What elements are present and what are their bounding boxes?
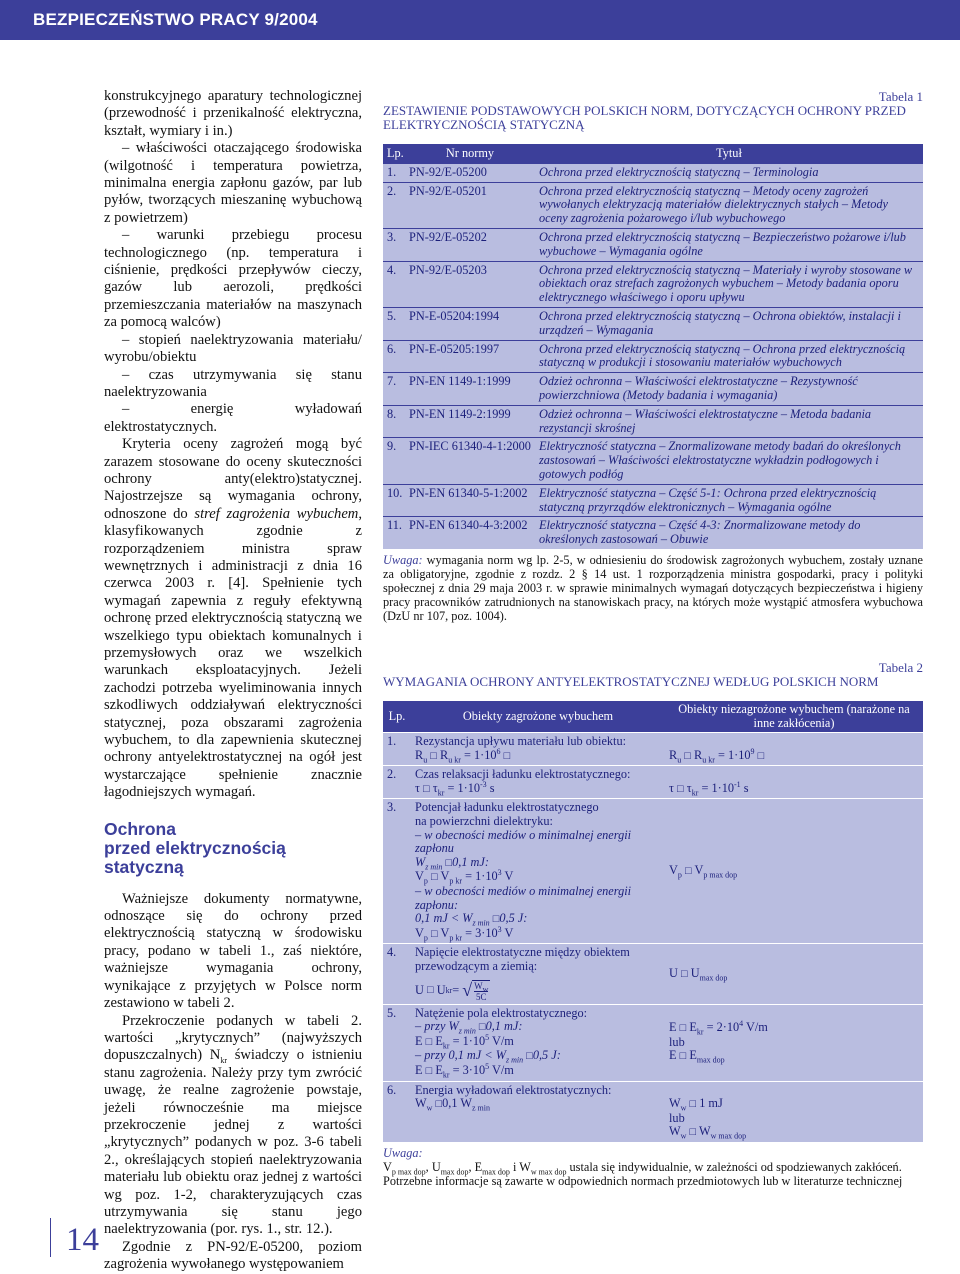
cell-nr: PN-EN 61340-4-3:2002: [405, 517, 535, 549]
paragraph: – właściwości otaczającego środowiska (wilgotność i temperatura powietrza, minimalna energia zapłonu gazów, par lub pyłów, tworzących mieszaninę wybuchową z powietrzem): [104, 140, 362, 226]
table-row: [383, 484, 923, 517]
table2-number: Tabela 2: [878, 659, 923, 675]
requirements-table: [383, 701, 923, 1142]
cell-title: Ochrona przed elektrycznością statyczną – Metody oceny zagrożeń wywołanych elektryzacją materiałów dielektrycznych stałych – Metody oceny zagrożenia pożarowego i/lub wybuchowego: [535, 182, 923, 228]
table1-number: Tabela 1: [878, 89, 923, 104]
tables-column: [383, 90, 923, 1188]
table-row: [383, 163, 923, 182]
cell-title: Elektryczność statyczna – Część 4-3: Znormalizowane metody do określonych zastosowań – Obuwie: [535, 517, 923, 549]
cell-nr: PN-EN 1149-2:1999: [405, 405, 535, 438]
table-row: 1. Rezystancja upływu materiału lub obiektu: $R_u$ □ $R_{u kr} = 1\cdot 10^6$ □ $R_u$ □ $R_{u kr} = 1\cdot 10^9$ □: [383, 733, 923, 766]
table-row: 2. Czas relaksacji ładunku elektrostatycznego: τ □ $\tau_{kr} = 1\cdot 10^{-3}$ s τ □ $\tau_{kr} = 1\cdot 10^{-1}$ s: [383, 766, 923, 799]
table-row: [383, 405, 923, 438]
table-row: 5. Natężenie pola elektrostatycznego: – przy $W_{z min}$ □0,1 mJ: E □ $E_{kr} = 1\cdot 10^5$ V/m – przy 0,1 mJ < $W_{z min}$ □0,5 J: E □ $E_{kr} = 3\cdot 10^5$ V/m E □ $E_{kr} = 2\cdot 10^4$ V/m lub E □ $E_{max dop}$: [383, 1004, 923, 1081]
table1-title: ZESTAWIENIE PODSTAWOWYCH POLSKICH NORM, DOTYCZĄCYCH OCHRONY PRZED ELEKTRYCZNOŚCIĄ STATYCZNĄ: [383, 103, 906, 132]
cell-title: Ochrona przed elektrycznością statyczną – Bezpieczeństwo pożarowe i/lub wybuchowe – Wymagania ogólne: [535, 228, 923, 261]
cell-title: Ochrona przed elektrycznością statyczną – Materiały i wyroby stosowane w obiektach oraz strefach zagrożonych wybuchem – Metody badania oporu elektrycznego właściwego i oporu upływu: [535, 261, 923, 307]
cell-nr: PN-92/E-05203: [405, 261, 535, 307]
table-row: [383, 517, 923, 549]
cell-no: 3.: [383, 228, 405, 261]
cell-title: Ochrona przed elektrycznością statyczną – Terminologia: [535, 163, 923, 182]
table-row: 6. Energia wyładowań elektrostatycznych: $W_w$ □0,1 $W_{z min}$ $W_w$ □ 1 mJ lub $W_w$ □ $W_{w max dop}$: [383, 1081, 923, 1142]
page-header: [0, 0, 960, 40]
paragraph: Kryteria oceny zagrożeń mogą być zarazem stosowane do oceny skuteczności ochrony anty(elektro)statycznej. Najostrzejsze są wymagania ochrony, odnoszone do stref zagrożenia wybuchem, klasyfikowanych zgodnie z rozporządzeniem ministra spraw wewnętrznych i administracji z dnia 16 czerwca 2003 r. [4]. Spełnienie tych wymagań zapewnia z reguły efektywną ochronę przed elektrycznością statyczną we wszelkiego typu obiektach komunalnych i przemysłowych oraz we wszelkich warunkach eksploatacyjnych. Jeżeli zachodzi potrzeba wyeliminowania innych szkodliwych oddziaływań elektryczności statycznej, poza obszarami zagrożenia wybuchem, to dla zapewnienia skutecznej ochrony antyelektrostatycznej na ogół jest wystarczające spełnienie znacznie łagodniejszych wymagań.: [104, 436, 362, 801]
article-left-column: [104, 88, 362, 1274]
table-header-row: Lp. Obiekty zagrożone wybuchem Obiekty niezagrożone wybuchem (narażone na inne zakłócenia): [383, 701, 923, 733]
cell-no: 11.: [383, 517, 405, 549]
cell-no: 10.: [383, 484, 405, 517]
paragraph: konstrukcyjnego aparatury technologicznej (przewodność i przenikalność elektryczna, kształt, wymiary i in.): [104, 88, 362, 139]
cell-nr: PN-92/E-05200: [405, 163, 535, 182]
cell-title: Ochrona przed elektrycznością statyczną – Ochrona przed elektrycznością statyczną w produkcji i stosowaniu materiałów wybuchowych: [535, 340, 923, 373]
cell-title: Elektryczność statyczna – Znormalizowane metody badań do określonych zastosowań – Właściwości elektrostatyczne wykładzin podłogowych i gotowych podłóg: [535, 438, 923, 484]
table-row: [383, 228, 923, 261]
table-header-row: Lp. Nr normy Tytuł: [383, 145, 923, 164]
table-row: [383, 307, 923, 340]
table1-note: Uwaga: wymagania norm wg lp. 2-5, w odniesieniu do środowisk zagrożonych wybuchem, zostały uznane za obligatoryjne, zgodnie z rozdz. 2 § 14 ust. 1 rozporządzenia ministra gospodarki, pracy i polityki społecznej z dnia 29 maja 2003 r. w sprawie minimalnych wymagań dotyczących bezpieczeństwa i higieny pracy pracowników zatrudnionych na stanowiskach pracy, na których może wystąpić atmosfera wybuchowa (DzU nr 107, poz. 1004).: [383, 552, 923, 623]
norms-table: [383, 144, 923, 549]
cell-nr: PN-E-05205:1997: [405, 340, 535, 373]
paragraph: – stopień naelektryzowania materiału/ wyrobu/obiektu: [104, 331, 362, 366]
cell-no: 8.: [383, 405, 405, 438]
cell-no: 2.: [383, 182, 405, 228]
table-row: 3. Potencjał ładunku elektrostatycznego na powierzchni dielektryku: – w obecności mediów o minimalnej energii zapłonu $W_{z min}$ □0,1 mJ: $V_p$ □ $V_{p kr} = 1\cdot 10^3$ V – w obecności mediów o minimalnej energii zapłonu: 0,1 mJ < $W_{z min}$ □0,5 J: $V_p$ □ $V_{p kr} = 3\cdot 10^3$ V $V_p$ □ $V_{p max dop}$: [383, 799, 923, 944]
cell-no: 4.: [383, 261, 405, 307]
cell-nr: PN-IEC 61340-4-1:2000: [405, 438, 535, 484]
table-row: [383, 438, 923, 484]
cell-title: Odzież ochronna – Właściwości elektrostatyczne – Metoda badania rezystancji skrośnej: [535, 405, 923, 438]
journal-title: BEZPIECZEŃSTWO PRACY 9/2004: [33, 10, 318, 29]
paragraph: – warunki przebiegu procesu technologicznego (np. temperatura i ciśnienie, prędkości przepływów cieczy, gazów lub aerozoli, prędkości przemieszczania materiałów na maszynach za pomocą walców): [104, 227, 362, 331]
cell-no: 9.: [383, 438, 405, 484]
table-row: [383, 261, 923, 307]
table-row: [383, 373, 923, 406]
table2-note: Uwaga: $V_{p max dop}$, $U_{max dop}$, $E_{max dop}$ i $W_{w max dop}$ ustala się indywidualnie, w zależności od spodziewanych zakłóceń. Potrzebne informacje są zawarte w odpowiednich normach przedmiotowych lub w literaturze technicznej: [383, 1145, 903, 1188]
cell-no: 5.: [383, 307, 405, 340]
cell-nr: PN-92/E-05201: [405, 182, 535, 228]
cell-title: Ochrona przed elektrycznością statyczną – Ochrona obiektów, instalacji i urządzeń – Wymagania: [535, 307, 923, 340]
cell-no: 1.: [383, 163, 405, 182]
cell-nr: PN-92/E-05202: [405, 228, 535, 261]
cell-nr: PN-EN 1149-1:1999: [405, 373, 535, 406]
page-number: 14: [66, 1222, 99, 1258]
section-heading: Ochrona przed elektrycznością statyczną: [104, 818, 286, 877]
cell-no: 6.: [383, 340, 405, 373]
cell-nr: PN-EN 61340-5-1:2002: [405, 484, 535, 517]
table-row: 4. Napięcie elektrostatyczne między obiektem przewodzącym a ziemią: U □ U kr = √ $W_w$ 5C U □ $U_{max dop}$: [383, 944, 923, 1004]
paragraph: Przekroczenie podanych w tabeli 2. wartości „krytycznych” (najwyższych dopuszczalnych) $N_{kr}$ świadczy o istnieniu stanu zagrożenia. Należy przy tym zwrócić uwagę, że realne zagrożenie powstaje, jeżeli równocześnie ma miejsce przekroczenie jednej z wartości „krytycznych” podanych w poz. 3-6 tabeli 2., określających stopień naelektryzowania materiału lub obiektu oraz jednej z wartości wg poz. 1-2, charakteryzujących czas utrzymywania się stanu jego naelektryzowania (por. rys. 1., str. 12.).: [104, 1012, 363, 1238]
table-row: [383, 182, 923, 228]
paragraph: – energię wyładowań elektrostatycznych.: [104, 401, 362, 435]
cell-nr: PN-E-05204:1994: [405, 307, 535, 340]
paragraph: Zgodnie z PN-92/E-05200, poziom zagrożenia wywołanego występowaniem: [104, 1238, 362, 1273]
paragraph: – czas utrzymywania się stanu naelektryzowania: [104, 366, 362, 400]
cell-title: Odzież ochronna – Właściwości elektrostatyczne – Rezystywność powierzchniowa (Metody badania i wymagania): [535, 373, 923, 406]
table-row: [383, 340, 923, 373]
cell-title: Elektryczność statyczna – Część 5-1: Ochrona przed elektrycznością statyczną przyrządów elektronicznych – Wymagania ogólne: [535, 484, 923, 517]
page-number-rule: [50, 1218, 51, 1257]
table2-title: WYMAGANIA OCHRONY ANTYELEKTROSTATYCZNEJ WEDŁUG POLSKICH NORM: [383, 673, 879, 689]
cell-no: 7.: [383, 373, 405, 406]
paragraph: Ważniejsze dokumenty normatywne, odnoszące się do ochrony przed elektrycznością statyczną w środowisku pracy, podano w tabeli 1., zaś niektóre, ważniejsze wymagania ochrony, wynikające z przyjętych w Polsce norm zestawiono w tabeli 2.: [104, 890, 362, 1012]
